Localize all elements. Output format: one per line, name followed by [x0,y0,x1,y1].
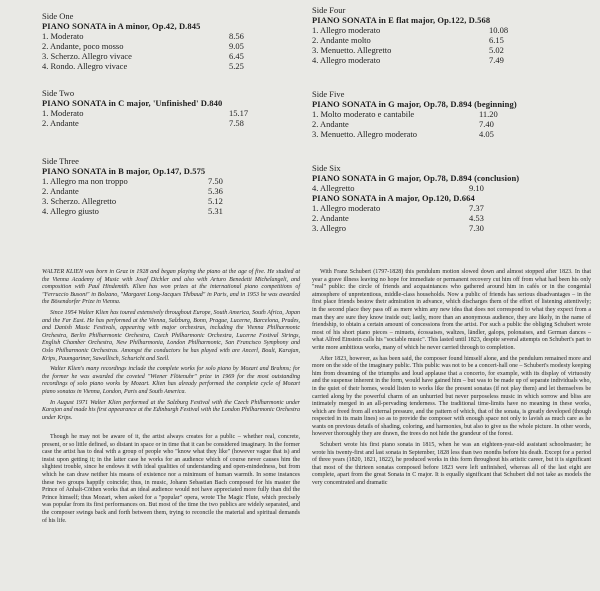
track-name: 4. Allegro moderato [312,55,381,65]
essay-paragraph: With Franz Schubert (1797-1828) this pendulum motion slowed down and almost stopped after 1823. In that year a grave illness leaving no hope for immediate or permanent recovery cut him off from what had been his only "real" public: the circle of friends and acquaintances who gathered around him in cafés or in the congenial atmosphere of unpretentious, middle-class households. Now a public of friends has serious disadvantages – in the first place friends bestow their admiration in advance, which discharges them of the effort of listening attentively; in the second place they pass off as mere whim any new idea that does not correspond to what they expect from a man they are sure they know inside out; lastly, more than an anonymous audience, they are likely, in the name of friendship, to obtain a certain amount of concessions from the artist. For such a public the obliging Schubert wrote most of his short piano pieces – minuets, écossaises, waltzes, ländler, galops, polonaises, and German dances – what Alfred Einstein calls his "sociable music". This lasted until 1823, despite several attempts on Schubert's part to write more ambitious works, many of which he never carried through to completion. [312,269,591,351]
track-name: 2. Andante, poco mosso [42,41,124,51]
essay-left-column [42,434,300,528]
track-duration: 7.49 [489,55,504,65]
track-duration: 9.05 [229,41,244,51]
track-name: 4. Allegretto [312,183,355,193]
track-duration: 5.31 [208,206,223,216]
track-row [312,183,592,193]
track-row [312,45,592,55]
track-row [42,196,302,206]
track-duration: 7.50 [208,176,223,186]
track-duration: 5.36 [208,186,223,196]
track-duration: 5.25 [229,61,244,71]
track-row [312,203,592,213]
track-row [312,109,592,119]
essay-paragraph: Though he may not be aware of it, the artist always creates for a public – whether real, concrete, present, or so little defined, so distant in space or in time that it can be considered imaginary. In the former case the artist has to deal with a group of people who "know what they like" (however vague that is) and insist upon getting it; in the latter case he works for an audience which of course never causes him the slightest trouble, since he endows it with ideal qualities of understanding and open-mindedness, but from which he can draw neither his means of existence nor a minimum of human warmth. In some instances these two groups happily coincide; thus, in music, Johann Sebastian Bach composed for his master the Prince of Anhalt-Cöthen works that an ideal audience would not have appreciated more fully than did the Prince himself; thus Mozart, when asked for a "popular" opera, wrote The Magic Flute, which precisely was popular from its first performances on. But most of the time the two publics are widely separated, and the composer swings back and forth between them, trying to reconcile the material and spiritual demands of his life. [42,434,300,524]
track-duration: 6.15 [489,35,504,45]
track-name: 1. Moderato [42,31,84,41]
track-name: 2. Andante [42,186,79,196]
track-row [312,55,592,65]
track-duration: 4.53 [469,213,484,223]
track-name: 1. Allegro ma non troppo [42,176,128,186]
track-row [42,118,302,128]
track-duration: 4.05 [479,129,494,139]
track-row [312,223,592,233]
work-title: PIANO SONATA in A minor, Op.42, D.845 [42,21,201,31]
track-name: 2. Andante [312,213,349,223]
track-name: 2. Andante molto [312,35,371,45]
track-name: 2. Andante [312,119,349,129]
side-label: Side One [42,11,74,21]
side-label: Side Five [312,89,345,99]
track-name: 3. Allegro [312,223,346,233]
side-one-listing [42,11,302,71]
side-two-listing [42,88,302,128]
work-title: PIANO SONATA in G major, Op.78, D.894 (beginning) [312,99,517,109]
track-duration: 7.40 [479,119,494,129]
bio-paragraph: WALTER KLIEN was born in Graz in 1928 and began playing the piano at the age of five. He studied at the Vienna Academy of Music with Josef Dichler and also with Arturo Benedetti Michelangeli, and composition with Paul Hindemith. Klien has won prizes at the international piano competitions of "Ferruccio Busoni" in Bolzano, "Margaret Long-Jacques Thibaud" in Paris, and in 1953 he was awarded the Bösendorfer Prize in Vienna. [42,269,300,306]
pianist-biography [42,269,300,425]
side-label: Side Four [312,5,346,15]
track-name: 1. Allegro moderato [312,203,381,213]
track-row [42,186,302,196]
track-row [312,119,592,129]
essay-paragraph: After 1823, however, as has been said, the composer found himself alone, and the pendulum remained more and more on the side of the imaginary public. This public was not to be a concert-hall one – Schubert's modesty keeping him from dreaming of the triumphs and loud applause that a concerto, for example, with its display of virtuosity and the suspense inherent in the form, would have gained him – but was to be made up of separate individuals who, in the quiet of their homes, would listen to works like the present sonatas (if not play them) and let themselves be carried along by the powerful charm of an unhurried but never purposeless music in which sorrow and bliss are intimately merged in an all-pervading tenderness. The traditional time-limits have no meaning in these works, which are freed from all external pressure, and the pattern of which, that of the sonata, is greatly developed (though respected in its main lines) so as to provide the composer with enough space not only to lavish as much care as he wants on previous details of shading, coloring, and harmonies, but also to give us the whole picture. In other words, however thoroughly they are drawn, the trees do not hide the grandeur of the forest. [312,355,591,438]
track-name: 3. Menuetto. Allegro moderato [312,129,418,139]
bio-paragraph: In August 1971 Walter Klien performed at the Salzburg Festival with the Czech Philharmonic under Karajan and made his first appearance at the Edinburgh Festival with the London Philharmonic Orchestra under Krips. [42,399,300,421]
essay-paragraph: Schubert wrote his first piano sonata in 1815, when he was an eighteen-year-old assistant schoolmaster; he wrote his twenty-first and last sonata in September, 1828 less than two months before his death. Except for a period of three years (1820, 1821, 1822), he produced works in this form throughout his artistic career, but it is significant that most of the thirteen sonatas composed before 1823 were left unfinished, whereas all of the last eight are complete, apart from the great Sonata in C major. It is equally significant that Schubert did not take as models the very concentrated and dramatic [312,442,591,487]
track-row [42,41,302,51]
side-six-listing [312,163,592,233]
side-three-listing [42,156,302,216]
track-row [312,25,592,35]
track-name: 3. Menuetto. Allegretto [312,45,392,55]
track-name: 1. Allegro moderato [312,25,381,35]
track-duration: 15.17 [229,108,249,118]
track-row [312,35,592,45]
track-name: 3. Scherzo. Allegro vivace [42,51,132,61]
work-title: PIANO SONATA in A major, Op.120, D.664 [312,193,475,203]
bio-paragraph: Walter Klien's many recordings include the complete works for solo piano by Mozart and Brahms; for the former he was awarded the coveted "Wiener Flötenuhr" prize in 1969 for the most outstanding recordings of solo piano works by Mozart. Klien has already performed the complete cycle of Mozart piano sonatas in Vienna, London, Paris and South America. [42,366,300,395]
side-four-listing [312,5,592,65]
track-name: 3. Scherzo. Allegretto [42,196,117,206]
track-duration: 7.30 [469,223,484,233]
track-duration: 7.37 [469,203,484,213]
track-duration: 7.58 [229,118,244,128]
track-name: 1. Moderato [42,108,84,118]
track-row [42,108,302,118]
track-name: 1. Molto moderato e cantabile [312,109,415,119]
work-title: PIANO SONATA in C major, 'Unfinished' D.840 [42,98,223,108]
track-duration: 9.10 [469,183,484,193]
track-duration: 11.20 [479,109,498,119]
bio-paragraph: Since 1954 Walter Klien has toured extensively throughout Europe, South America, South Africa, Japan and the Far East. He has performed at the Vienna, Salzburg, Bonn, Prague, Lucerne, Barcelona, Prades, and Danish Music Festivals, appearing with major orchestras, including the Vienna Philharmonic Orchestra, Berlin Philharmonic Orchestra, Czech Philharmonic Orchestra, Lucerne Festival Strings, English Chamber Orchestra, New Philharmonia, London Philharmonic, San Francisco Symphony and Oslo Philharmonic Orchestras. Amongst the conductors he has played with are Ancerl, Boult, Karajan, Krips, Paumgartner, Sawallisch, Schuricht and Szell. [42,309,300,362]
work-title: PIANO SONATA in G major, Op.78, D.894 (conclusion) [312,173,520,183]
track-duration: 5.02 [489,45,504,55]
side-label: Side Two [42,88,75,98]
track-row [312,129,592,139]
track-name: 2. Andante [42,118,79,128]
track-row [42,206,302,216]
track-row [42,176,302,186]
track-name: 4. Rondo. Allegro vivace [42,61,128,71]
track-row [42,61,302,71]
track-duration: 5.12 [208,196,223,206]
work-title: PIANO SONATA in E flat major, Op.122, D.568 [312,15,491,25]
essay-right-column [312,269,591,491]
side-five-listing [312,89,592,139]
track-row [42,51,302,61]
track-row [42,31,302,41]
track-row [312,213,592,223]
track-duration: 8.56 [229,31,244,41]
track-duration: 6.45 [229,51,244,61]
side-label: Side Six [312,163,341,173]
track-name: 4. Allegro giusto [42,206,99,216]
side-label: Side Three [42,156,79,166]
work-title: PIANO SONATA in B major, Op.147, D.575 [42,166,206,176]
track-duration: 10.08 [489,25,509,35]
